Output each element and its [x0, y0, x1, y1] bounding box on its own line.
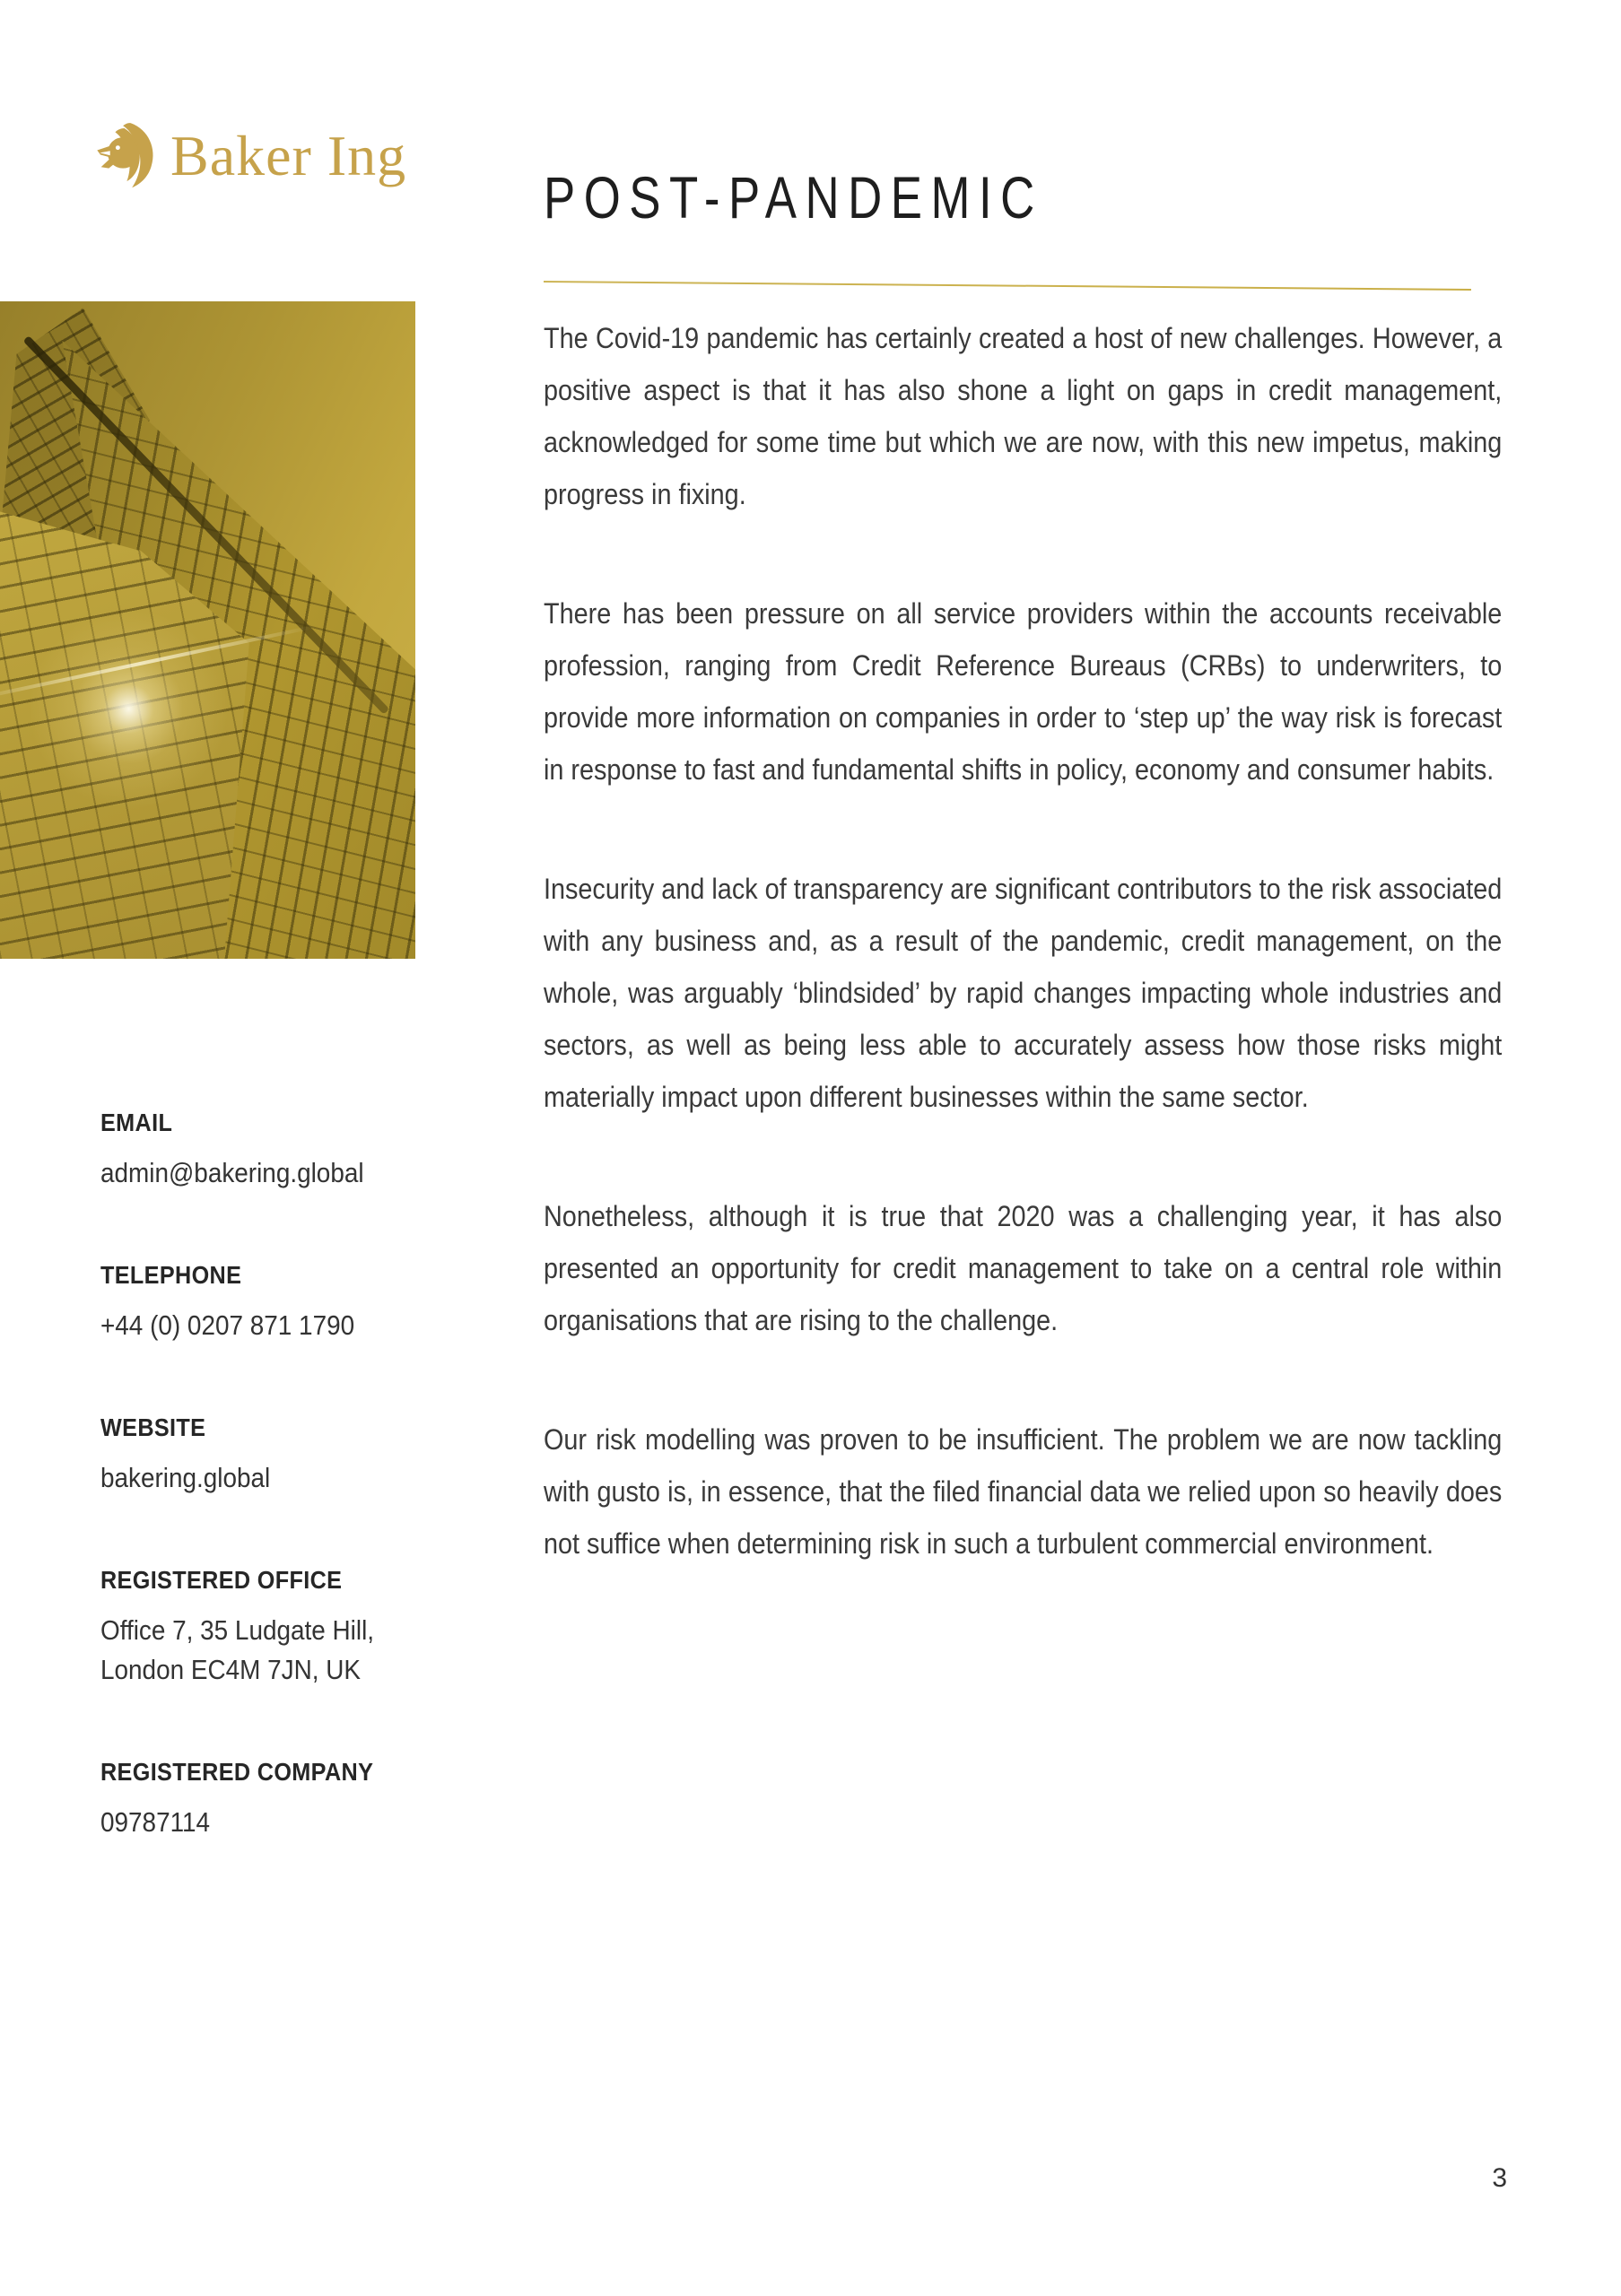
contact-label: REGISTERED OFFICE — [100, 1566, 343, 1594]
brand-name: Baker Ing — [170, 124, 407, 187]
registered-office-line: London EC4M 7JN, UK — [100, 1654, 361, 1685]
brand-logo — [93, 118, 406, 194]
contact-label: TELEPHONE — [100, 1261, 242, 1289]
telephone-value: +44 (0) 0207 871 1790 — [100, 1309, 355, 1341]
contact-panel — [100, 1105, 480, 1907]
page-number: 3 — [1492, 2163, 1507, 2193]
paragraph: There has been pressure on all service providers within the accounts receivable profession, ranging from Credit Reference Bureaus (CRBs) to underwriters, to provide more information on companies in order to ‘step up’ the way risk is forecast in response to fast and fundamental shifts in policy, economy and consumer habits. — [544, 597, 1503, 786]
paragraph: Insecurity and lack of transparency are significant contributors to the risk associated with any business and, as a result of the pandemic, credit management, on the whole, was arguably ‘blindsided’ by rapid changes impacting whole industries and sectors, as well as being less able to accurately assess how those risks might materially impact upon different businesses within the same sector. — [544, 873, 1503, 1113]
contact-label: EMAIL — [100, 1109, 173, 1136]
website-value: bakering.global — [100, 1462, 271, 1493]
contact-group-registered-company — [100, 1754, 480, 1842]
gold-divider — [544, 281, 1471, 291]
contact-label: WEBSITE — [100, 1413, 206, 1441]
contact-group-registered-office — [100, 1562, 480, 1690]
lion-icon — [93, 118, 158, 194]
paragraph: Our risk modelling was proven to be insufficient. The problem we are now tackling with gusto is, in essence, that the filed financial data we relied upon so heavily does not suffice when determining risk in such a turbulent commercial environment. — [544, 1423, 1503, 1560]
contact-group-email — [100, 1105, 480, 1193]
email-value: admin@bakering.global — [100, 1157, 364, 1188]
registered-office-line: Office 7, 35 Ludgate Hill, — [100, 1614, 375, 1646]
contact-group-website — [100, 1410, 480, 1498]
paragraph: The Covid-19 pandemic has certainly created a host of new challenges. However, a positive aspect is that it has also shone a light on gaps in credit management, acknowledged for some time but which we are now, with this new impetus, making progress in fixing. — [544, 322, 1503, 510]
contact-group-telephone — [100, 1257, 480, 1345]
contact-label: REGISTERED COMPANY — [100, 1758, 374, 1786]
paragraph: Nonetheless, although it is true that 2020 was a challenging year, it has also presented an opportunity for credit management to take on a central role within organisations that are rising to the challenge. — [544, 1200, 1503, 1336]
registered-company-value: 09787114 — [100, 1806, 211, 1838]
page-title: POST-PANDEMIC — [544, 164, 1043, 230]
lens-flare — [0, 301, 415, 959]
article-body — [544, 312, 1502, 1637]
building-photo — [0, 301, 415, 959]
